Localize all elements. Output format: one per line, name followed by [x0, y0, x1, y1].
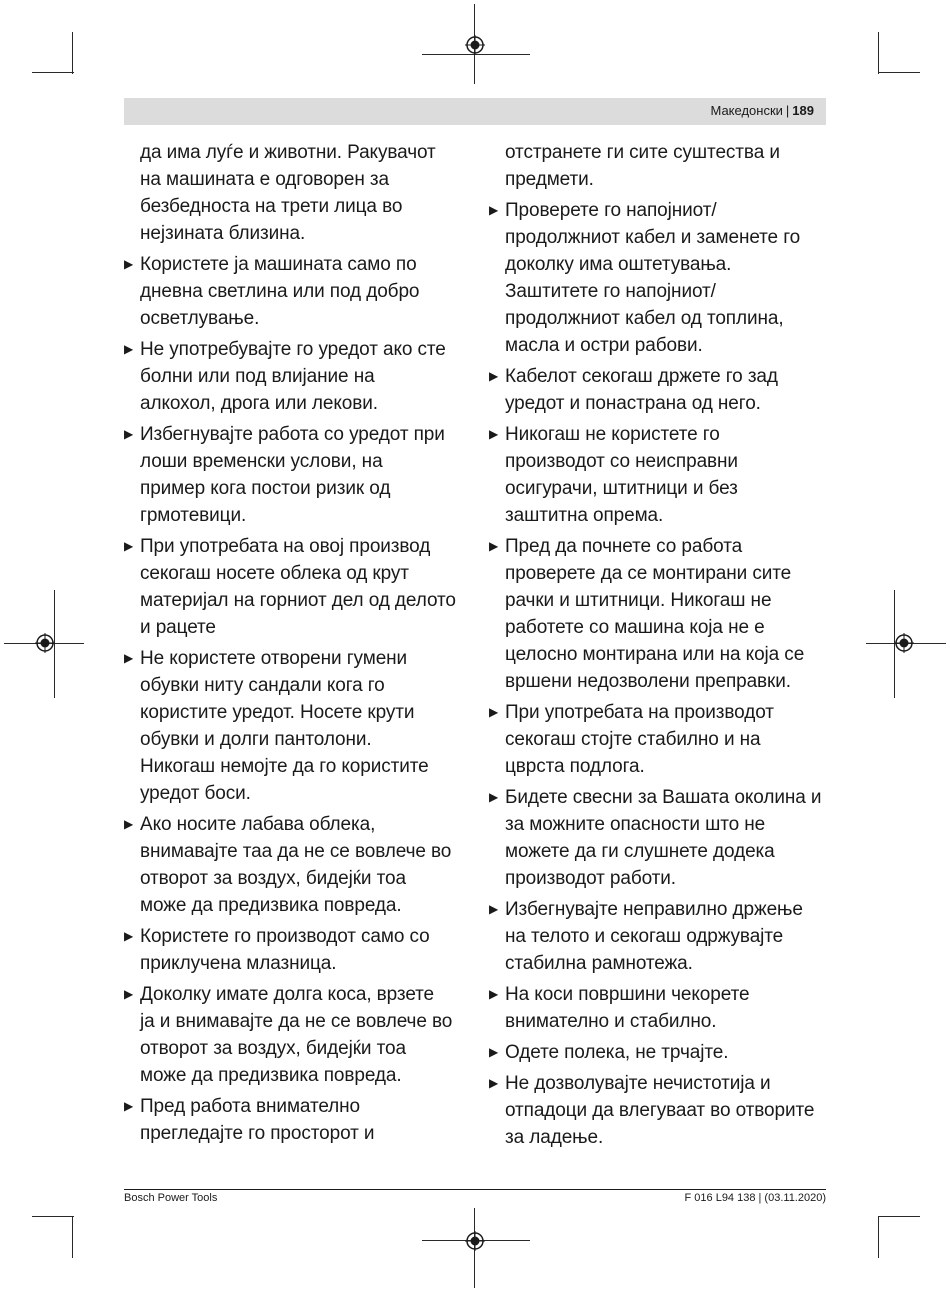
bullet-arrow-icon: ▶ [124, 817, 134, 831]
header-language: Македонски [710, 103, 783, 118]
paragraph-text: Одете полека, не трчајте. [505, 1042, 729, 1063]
footer-rule [124, 1189, 826, 1190]
paragraph-text: Никогаш не користете го производот со неисправни осигурачи, штитници и без заштитна опрема. [505, 424, 738, 526]
registration-target-icon [35, 633, 55, 653]
header-label [710, 103, 814, 118]
crop-mark [72, 32, 73, 74]
safety-bullet-item [489, 896, 834, 977]
bullet-arrow-icon: ▶ [124, 929, 134, 943]
registration-target-icon [894, 633, 914, 653]
bullet-arrow-icon: ▶ [489, 987, 499, 1001]
safety-bullet-item [489, 981, 834, 1035]
safety-bullet-item [124, 1093, 469, 1147]
bullet-arrow-icon: ▶ [124, 342, 134, 356]
safety-bullet-item [489, 784, 834, 892]
safety-bullet-item [489, 1039, 834, 1066]
crop-mark [32, 72, 74, 73]
paragraph-text: При употребата на производот секогаш стојте стабилно и на цврста подлога. [505, 702, 774, 777]
crop-mark [72, 1216, 73, 1258]
paragraph-text: Ако носите лабава облека, внимавајте таа да не се вовлече во отворот за воздух, бидејќи тоа може да предизвика повреда. [140, 814, 452, 916]
paragraph-text: При употребата на овој производ секогаш носете облека од крут материјал на горниот дел од делото и рацете [140, 536, 456, 638]
paragraph-text: Користете ја машината само по дневна светлина или под добро осветлување. [140, 254, 420, 329]
registration-target-icon [465, 35, 485, 55]
paragraph-text: Бидете свесни за Вашата околина и за можните опасности што не можете да ги слушнете додека производот работи. [505, 787, 822, 889]
bullet-arrow-icon: ▶ [124, 1099, 134, 1113]
paragraph-text: Избегнувајте неправилно држење на телото и секогаш одржувајте стабилна рамнотежа. [505, 899, 803, 974]
continued-paragraph [489, 139, 834, 193]
safety-bullet-item [124, 336, 469, 417]
safety-bullet-item [489, 533, 834, 695]
footer-publisher: Bosch Power Tools [124, 1192, 218, 1204]
bullet-arrow-icon: ▶ [489, 790, 499, 804]
paragraph-text: Избегнувајте работа со уредот при лоши временски услови, на пример кога постои ризик од грмотевици. [140, 424, 445, 526]
safety-bullet-item [124, 981, 469, 1089]
paragraph-text: Доколку имате долга коса, врзете ја и внимавајте да не се вовлече во отворот за воздух, бидејќи тоа може да предизвика повреда. [140, 984, 453, 1086]
crop-mark [32, 1216, 74, 1217]
bullet-arrow-icon: ▶ [489, 203, 499, 217]
safety-bullet-item [124, 645, 469, 807]
bullet-arrow-icon: ▶ [489, 427, 499, 441]
crop-mark [878, 1216, 920, 1217]
bullet-arrow-icon: ▶ [489, 1045, 499, 1059]
paragraph-text: да има луѓе и животни. Ракувачот на машината е одговорен за безбедноста на трети лица во нејзината близина. [140, 142, 436, 244]
bullet-arrow-icon: ▶ [124, 257, 134, 271]
page-number: 189 [792, 103, 814, 118]
paragraph-text: Проверете го напојниот/ продолжниот кабел и заменете го доколку има оштетувања. Заштитете го напојниот/ продолжниот кабел од топлина, масла и остри рабови. [505, 200, 801, 356]
header-separator: | [785, 103, 790, 118]
page-header [124, 98, 826, 125]
bullet-arrow-icon: ▶ [489, 539, 499, 553]
footer-document-code: F 016 L94 138 | (03.11.2020) [684, 1192, 826, 1204]
paragraph-text: отстранете ги сите суштества и предмети. [505, 142, 780, 190]
right-column [489, 139, 834, 1155]
paragraph-text: Користете го производот само со приклучена млазница. [140, 926, 430, 974]
safety-bullet-item [489, 197, 834, 359]
bullet-arrow-icon: ▶ [124, 987, 134, 1001]
bullet-arrow-icon: ▶ [489, 369, 499, 383]
safety-bullet-item [489, 1070, 834, 1151]
paragraph-text: Пред работа внимателно прегледајте го просторот и [140, 1096, 375, 1144]
bullet-arrow-icon: ▶ [124, 539, 134, 553]
crop-mark [878, 32, 879, 74]
paragraph-text: Не дозволувајте нечистотија и отпадоци да влегуваат во отворите за ладење. [505, 1073, 815, 1148]
registration-target-icon [465, 1231, 485, 1251]
safety-bullet-item [124, 533, 469, 641]
bullet-arrow-icon: ▶ [489, 902, 499, 916]
bullet-arrow-icon: ▶ [124, 427, 134, 441]
crop-mark [878, 72, 920, 73]
paragraph-text: На коси површини чекорете внимателно и стабилно. [505, 984, 750, 1032]
safety-bullet-item [124, 251, 469, 332]
crop-mark [878, 1216, 879, 1258]
safety-bullet-item [489, 699, 834, 780]
safety-bullet-item [489, 363, 834, 417]
continued-paragraph [124, 139, 469, 247]
bullet-arrow-icon: ▶ [489, 1076, 499, 1090]
left-column [124, 139, 469, 1151]
bullet-arrow-icon: ▶ [489, 705, 499, 719]
safety-bullet-item [124, 923, 469, 977]
paragraph-text: Пред да почнете со работа проверете да се монтирани сите рачки и штитници. Никогаш не работете со машина која не е целосно монтирана или на која се вршени недозволени преправки. [505, 536, 805, 692]
paragraph-text: Не употребувајте го уредот ако сте болни или под влијание на алкохол, дрога или лекови. [140, 339, 446, 414]
paragraph-text: Не користете отворени гумени обувки ниту сандали кога го користите уредот. Носете крути обувки и долги пантолони. Никогаш немојте да го користите уредот боси. [140, 648, 429, 804]
paragraph-text: Кабелот секогаш држете го зад уредот и понастрана од него. [505, 366, 778, 414]
safety-bullet-item [124, 421, 469, 529]
safety-bullet-item [489, 421, 834, 529]
bullet-arrow-icon: ▶ [124, 651, 134, 665]
safety-bullet-item [124, 811, 469, 919]
